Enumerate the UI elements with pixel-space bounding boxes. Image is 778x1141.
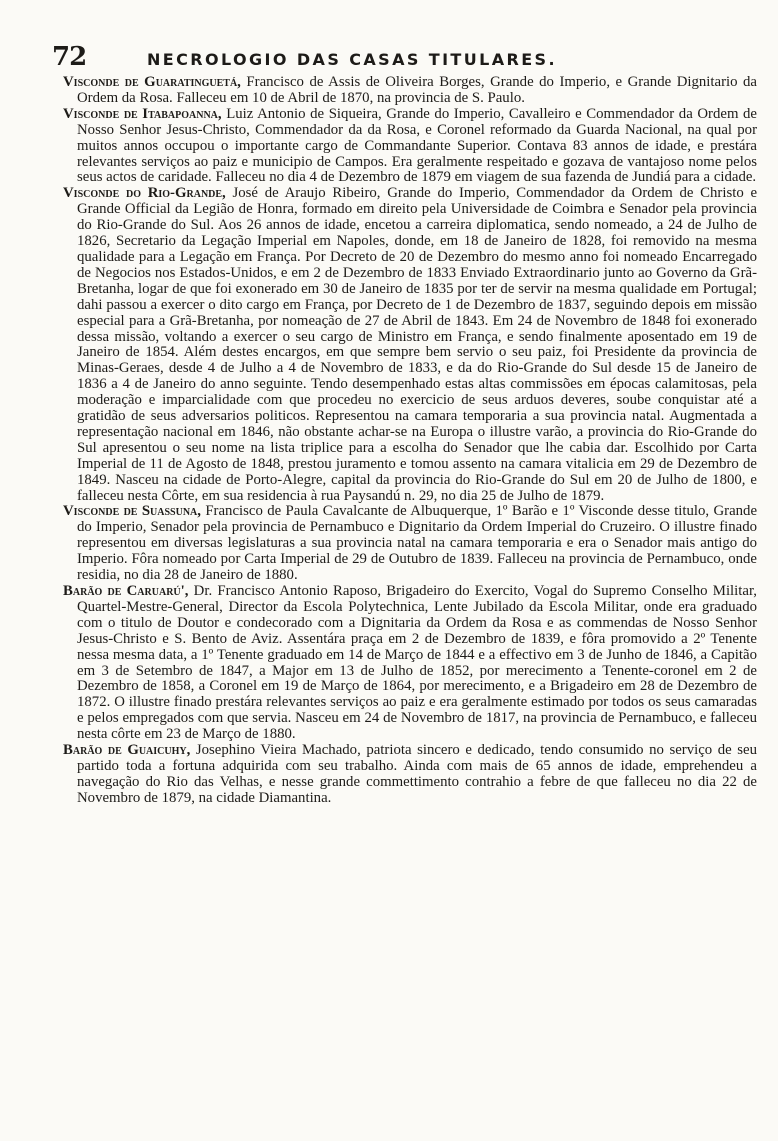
entry-text: José de Araujo Ribeiro, Grande do Imperio, Commendador da Ordem de Christo e Grande Official da Legião de Honra, formado em direito pela Universidade de Coimbra e Senador pela provincia do Rio-Grande do Sul. Aos 26 annos de idade, encetou a carreira diplomatica, sendo nomeado, a 24 de Julho de 1826, Secretario da Legação Imperial em Napoles, donde, em 18 de Janeiro de 1828, foi removido na mesma qualidade para a Legação em França. Por Decreto de 20 de Dezembro do mesmo anno foi nomeado Encarregado de Negocios nos Estados-Unidos, e em 2 de Dezembro de 1833 Enviado Extraordinario junto ao Governo da Grã-Bretanha, logar de que foi exonerado em 30 de Janeiro de 1835 por ter de servir na mesma qualidade em Portugal; dahi passou a exercer o dito cargo em França, por Decreto de 1 de Dezembro de 1837, seguindo depois em missão especial para a Grã-Bretanha, por nomeação de 27 de Abril de 1843. Em 24 de Novembro de 1848 foi exonerado dessa missão, voltando a exercer o seu cargo de Ministro em França, e sendo finalmente aposentado em 19 de Janeiro de 1854. Além destes encargos, em que sempre bem servio o seu paiz, foi Presidente da provincia de Minas-Geraes, desde 4 de Julho a 4 de Novembro de 1833, e da do Rio-Grande do Sul desde 15 de Janeiro de 1836 a 4 de Janeiro do anno seguinte. Tendo desempenhado estas altas commissões em épocas calamitosas, pela moderação e imparcialidade com que procedeu no exercicio de seus arduos deveres, soube conquistar até a gratidão de seus adversarios politicos. Representou na camara temporaria a sua provincia natal. Augmentada a representação nacional em 1846, não obstante achar-se na Europa o illustre varão, a provincia do Rio-Grande do Sul apresentou o seu nome na lista triplice para a escolha do Senador que lhe cabia dar. Escolhido por Carta Imperial de 11 de Agosto de 1848, prestou juramento e tomou assento na camara vitalicia em 29 de Dezembro de 1849. Nasceu na cidade de Porto-Alegre, capital da provincia do Rio-Grande do Sul em 20 de Julho de 1800, e falleceu nesta Côrte, em sua residencia à rua Paysandú n. 29, no dia 25 de Julho de 1879. bbox=[77, 185, 758, 504]
entry-guaicuhy bbox=[57, 743, 757, 807]
entry-itabapoanna bbox=[57, 107, 757, 187]
entry-name: Visconde do Rio-Grande, bbox=[63, 185, 226, 202]
entry-name: Barão de Caruarú', bbox=[63, 583, 189, 599]
entry-text: Francisco de Assis de Oliveira Borges, Grande do Imperio, e Grande Dignitario da Ordem da Rosa. Falleceu em 10 de Abril de 1870, na provincia de S. Paulo. bbox=[77, 74, 758, 106]
necrology-text bbox=[57, 75, 757, 807]
page-number: 72 bbox=[52, 42, 87, 72]
entry-rio-grande bbox=[57, 186, 757, 504]
entry-text: Dr. Francisco Antonio Raposo, Brigadeiro do Exercito, Vogal do Supremo Conselho Militar, Quartel-Mestre-General, Director da Escola Polytechnica, Lente Jubilado da Escola Militar, onde era graduado com o titulo de Doutor e condecorado com a Dignitaria da Ordem da Rosa e as commendas de Nosso Senhor Jesus-Christo e S. Bento de Aviz. Assentára praça em 2 de Dezembro de 1839, e fôra promovido a 2º Tenente nessa mesma data, a 1º Tenente graduado em 14 de Março de 1844 e a effectivo em 3 de Junho de 1846, a Capitão em 3 de Setembro de 1847, a Major em 13 de Julho de 1852, por merecimento a Tenente-coronel em 2 de Dezembro de 1858, a Coronel em 19 de Março de 1864, por merecimento, e a Brigadeiro em 28 de Dezembro de 1872. O illustre finado prestára relevantes serviços ao paiz e era geralmente estimado por todos os seus camaradas e pelos empregados com que servia. Nasceu em 24 de Novembro de 1817, na provincia de Pernambuco, e falleceu nesta côrte em 23 de Março de 1880. bbox=[77, 583, 757, 743]
entry-suassuna bbox=[57, 504, 757, 584]
page-header bbox=[52, 42, 752, 74]
entry-name: Barão de Guaicuhy, bbox=[63, 742, 191, 759]
entry-name: Visconde de Itabapoanna, bbox=[63, 105, 222, 122]
entry-caruaru bbox=[57, 584, 757, 743]
entry-guaratingueta bbox=[57, 75, 757, 107]
running-title: NECROLOGIO DAS CASAS TITULARES. bbox=[147, 50, 557, 69]
entry-name: Visconde de Guaratinguetá, bbox=[63, 74, 241, 90]
entry-text: Francisco de Paula Cavalcante de Albuquerque, 1º Barão e 1º Visconde desse titulo, Grande do Imperio, Senador pela provincia de Pernambuco e Dignitario da Ordem Imperial do Cruzeiro. O illustre finado representou em diversas legislaturas a sua provincia natal na camara temporaria e era o Senador mais antigo do Imperio. Fôra nomeado por Carta Imperial de 29 de Outubro de 1839. Falleceu na provincia de Pernambuco, onde residia, no dia 28 de Janeiro de 1880. bbox=[77, 503, 758, 584]
entry-name: Visconde de Suassuna, bbox=[63, 503, 201, 520]
entry-text: Josephino Vieira Machado, patriota sincero e dedicado, tendo consumido no serviço de seu partido toda a fortuna adquirida com seu trabalho. Ainda com mais de 65 annos de idade, emprehendeu a navegação do Rio das Velhas, e nesse grande commettimento contrahio a febre de que falleceu no dia 22 de Novembro de 1879, na cidade Diamantina. bbox=[77, 742, 757, 806]
entry-text: Luiz Antonio de Siqueira, Grande do Imperio, Cavalleiro e Commendador da Ordem de Nosso Senhor Jesus-Christo, Commendador da da Rosa, e Coronel reformado da Guarda Nacional, na qual por muitos annos occupou o importante cargo de Commandante Superior. Contava 83 annos de idade, e prestára relevantes serviços ao paiz e municipio de Campos. Era geralmente respeitado e gozava de vantajoso nome pelos seus actos de caridade. Falleceu no dia 4 de Dezembro de 1879 em viagem de sua fazenda de Jundiá para a cidade. bbox=[77, 105, 757, 186]
